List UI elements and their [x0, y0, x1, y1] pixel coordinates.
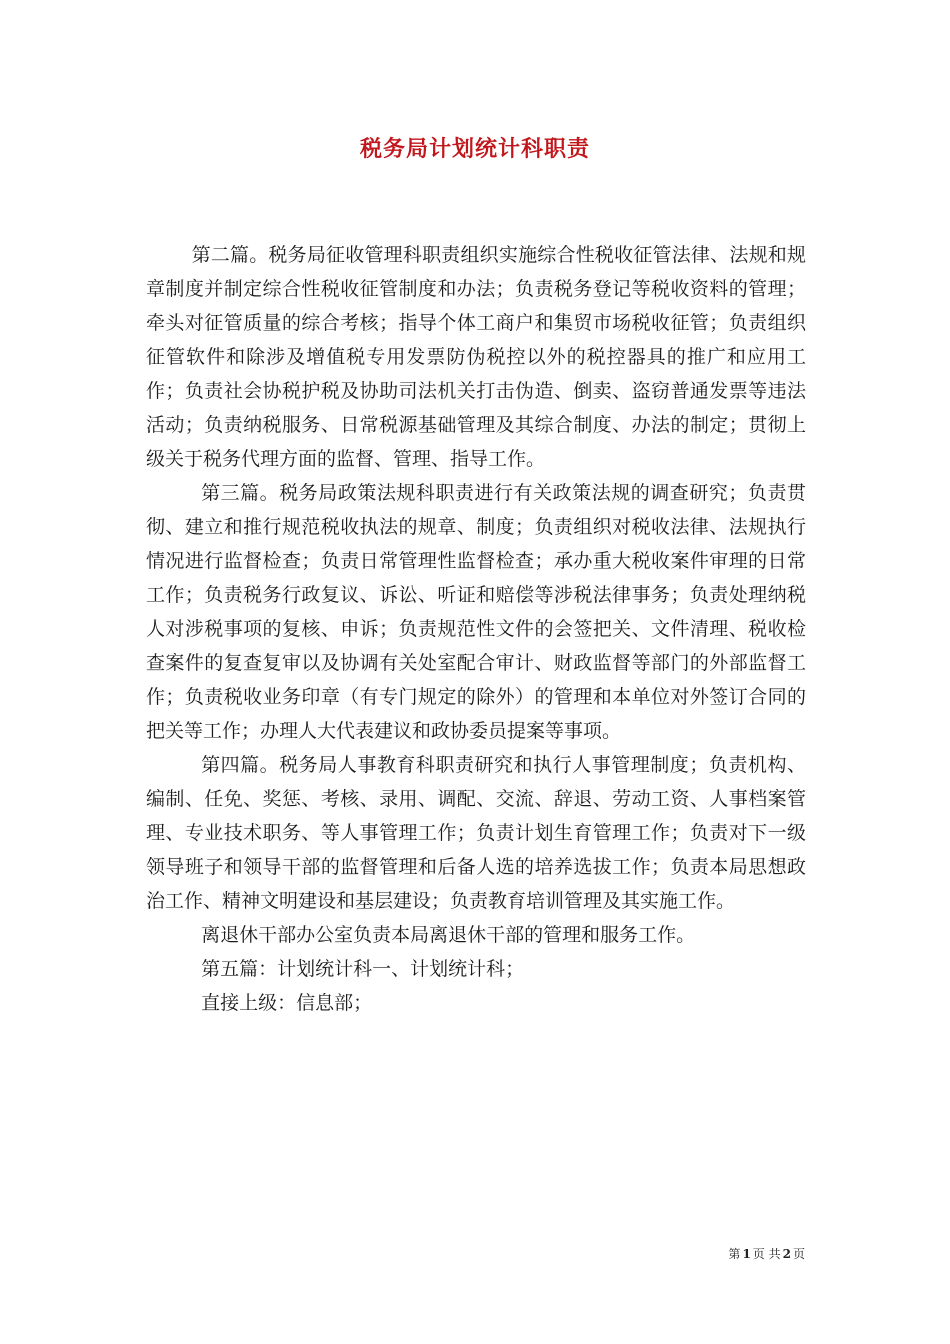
- paragraph-part-three: 第三篇。税务局政策法规科职责进行有关政策法规的调查研究；负责贯彻、建立和推行规范税收执法的规章、制度；负责组织对税收法律、法规执行情况进行监督检查；负责日常管理性监督检查；承办重大税收案件审理的日常工作；负责税务行政复议、诉讼、听证和赔偿等涉税法律事务；负责处理纳税人对涉税事项的复核、申诉；负责规范性文件的会签把关、文件清理、税收检查案件的复查复审以及协调有关处室配合审计、财政监督等部门的外部监督工作；负责税收业务印章（有专门规定的除外）的管理和本单位对外签订合同的把关等工作；办理人大代表建议和政协委员提案等事项。: [146, 482, 806, 742]
- document-title: 税务局计划统计科职责: [359, 136, 590, 162]
- paragraph-direct-superior: 直接上级：信息部；: [201, 992, 373, 1014]
- footer-middle: 页 共: [752, 1247, 781, 1261]
- footer-current-page: 1: [742, 1247, 751, 1261]
- paragraph-part-four: 第四篇。税务局人事教育科职责研究和执行人事管理制度；负责机构、编制、任免、奖惩、考核、录用、调配、交流、辞退、劳动工资、人事档案管理、专业技术职务、等人事管理工作；负责计划生育管理工作；负责对下一级领导班子和领导干部的监督管理和后备人选的培养选拔工作；负责本局思想政治工作、精神文明建设和基层建设；负责教育培训管理及其实施工作。: [146, 754, 806, 912]
- paragraph-part-five: 第五篇：计划统计科一、计划统计科；: [201, 958, 525, 980]
- paragraph-retired-office: 离退休干部办公室负责本局离退休干部的管理和服务工作。: [201, 924, 696, 946]
- paragraph-part-two: 第二篇。税务局征收管理科职责组织实施综合性税收征管法律、法规和规章制度并制定综合性税收征管制度和办法；负责税务登记等税收资料的管理；牵头对征管质量的综合考核；指导个体工商户和集贸市场税收征管；负责组织征管软件和除涉及增值税专用发票防伪税控以外的税控器具的推广和应用工作；负责社会协税护税及协助司法机关打击伪造、倒卖、盗窃普通发票等违法活动；负责纳税服务、日常税源基础管理及其综合制度、办法的制定；贯彻上级关于税务代理方面的监督、管理、指导工作。: [146, 244, 806, 470]
- footer-suffix: 页: [792, 1247, 805, 1261]
- footer-total-pages: 2: [782, 1247, 791, 1261]
- page-number-footer: [728, 1245, 805, 1262]
- footer-prefix: 第: [728, 1247, 741, 1261]
- document-body: [146, 238, 806, 1020]
